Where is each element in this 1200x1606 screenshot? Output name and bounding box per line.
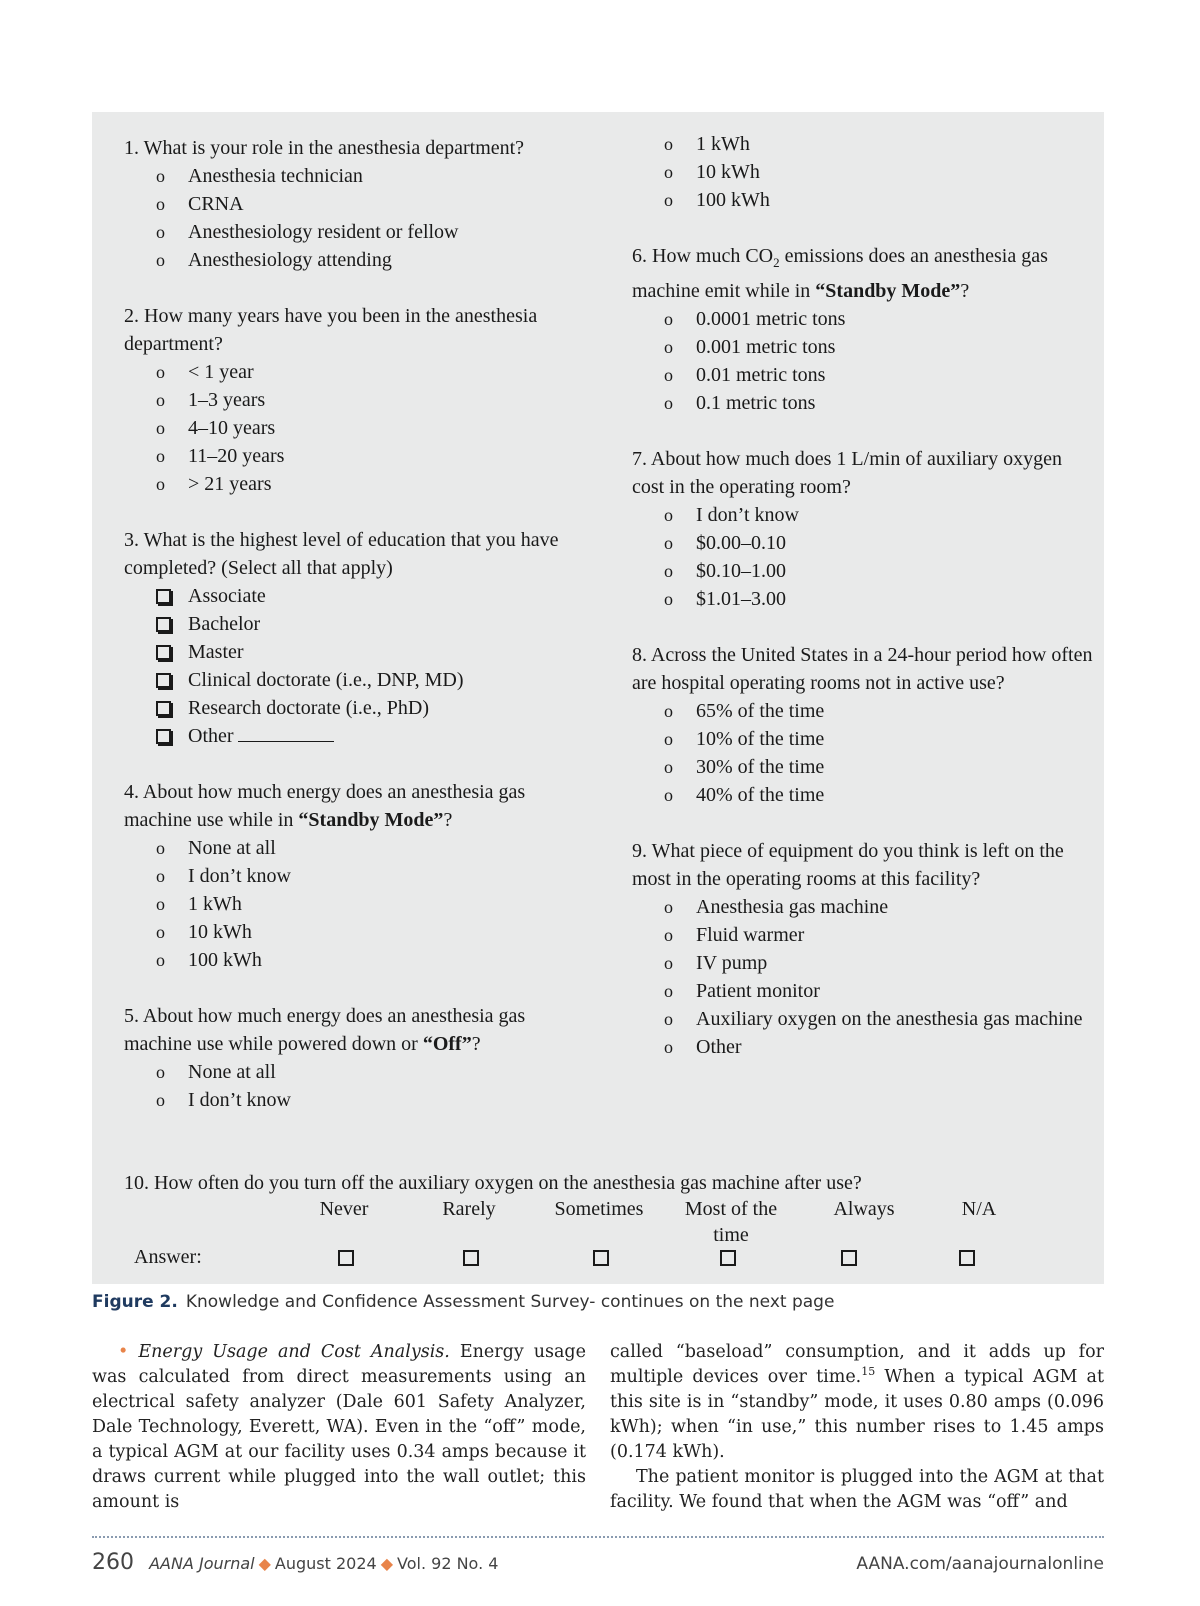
radio-option[interactable]: o 0.1 metric tons <box>664 389 1097 417</box>
question-2 <box>124 302 594 498</box>
checkbox-option[interactable]: Bachelor <box>156 610 594 638</box>
page-number: 260 <box>92 1550 134 1575</box>
figure-caption <box>92 1292 834 1312</box>
radio-option[interactable]: o Anesthesia technician <box>156 162 594 190</box>
radio-option[interactable]: o None at all <box>156 834 594 862</box>
radio-option[interactable]: o Other <box>664 1033 1097 1061</box>
footer-divider <box>92 1536 1104 1538</box>
scale-label-most: Most of the time <box>684 1198 778 1246</box>
question-6-prompt: 6. How much $CO_2$ emissions does an anesthesia gas machine emit while in “Standby Mode”? <box>632 245 1048 302</box>
radio-option[interactable]: o 10 kWh <box>156 918 594 946</box>
radio-option[interactable]: o $1.01–3.00 <box>664 585 1097 613</box>
question-7 <box>632 445 1097 613</box>
radio-option[interactable]: o 10 kWh <box>664 158 1097 186</box>
footer-left <box>92 1550 498 1575</box>
question-2-prompt: 2. How many years have you been in the anesthesia department? <box>124 305 538 355</box>
radio-option[interactable]: o < 1 year <box>156 358 594 386</box>
radio-option[interactable]: o 4–10 years <box>156 414 594 442</box>
question-7-prompt: 7. About how much does 1 L/min of auxiliary oxygen cost in the operating room? <box>632 448 1062 498</box>
question-6 <box>632 242 1097 417</box>
radio-option[interactable]: o 10% of the time <box>664 725 1097 753</box>
reference-superscript: 15 <box>861 1365 876 1379</box>
question-8-prompt: 8. Across the United States in a 24-hour period how often are hospital operating rooms not in active use? <box>632 644 1093 694</box>
checkbox-option[interactable]: Master <box>156 638 594 666</box>
answer-checkbox-always[interactable] <box>841 1250 857 1266</box>
radio-option[interactable]: o 100 kWh <box>664 186 1097 214</box>
scale-label-always: Always <box>833 1198 895 1220</box>
question-7-options <box>632 501 1097 613</box>
question-5-continued <box>632 130 1097 214</box>
question-5-prompt: 5. About how much energy does an anesthesia gas machine use while powered down or “Off”? <box>124 1005 526 1055</box>
radio-option[interactable]: o 11–20 years <box>156 442 594 470</box>
scale-label-na: N/A <box>961 1198 997 1220</box>
scale-label-rarely: Rarely <box>442 1198 496 1220</box>
body-right-column <box>610 1340 1104 1515</box>
checkbox-option[interactable]: Associate <box>156 582 594 610</box>
question-3-prompt: 3. What is the highest level of education that you have completed? (Select all that apply) <box>124 529 559 579</box>
radio-option[interactable]: o IV pump <box>664 949 1097 977</box>
question-9-options <box>632 893 1097 1061</box>
question-8-options <box>632 697 1097 809</box>
scale-label-sometimes: Sometimes <box>554 1198 644 1220</box>
radio-option[interactable]: o None at all <box>156 1058 594 1086</box>
body-paragraph: • Energy Usage and Cost Analysis. Energy usage was calculated from direct measurements using an electrical safety analyzer (Dale 601 Safety Analyzer, Dale Technology, Everett, WA). Even in the “off” mode, a typical AGM at our facility uses 0.34 amps because it draws current while plugged into the wall outlet; this amount is <box>92 1342 586 1512</box>
question-5 <box>124 1002 594 1114</box>
radio-option[interactable]: o 1 kWh <box>156 890 594 918</box>
radio-option[interactable]: o 1 kWh <box>664 130 1097 158</box>
answer-checkbox-never[interactable] <box>338 1250 354 1266</box>
answer-checkbox-most[interactable] <box>720 1250 736 1266</box>
survey-left-column <box>124 134 594 1142</box>
figure-label: Figure 2. <box>92 1292 178 1312</box>
radio-option[interactable]: o Auxiliary oxygen on the anesthesia gas machine <box>664 1005 1097 1033</box>
radio-option[interactable]: o 0.001 metric tons <box>664 333 1097 361</box>
question-8 <box>632 641 1097 809</box>
body-left-column <box>92 1340 586 1515</box>
question-5-options-part2 <box>632 130 1097 214</box>
radio-option[interactable]: o Anesthesiology resident or fellow <box>156 218 594 246</box>
section-heading: Energy Usage and Cost Analysis. <box>138 1342 450 1362</box>
checkbox-option[interactable]: Clinical doctorate (i.e., DNP, MD) <box>156 666 594 694</box>
checkbox-option[interactable]: Research doctorate (i.e., PhD) <box>156 694 594 722</box>
question-9-prompt: 9. What piece of equipment do you think is left on the most in the operating rooms at this facility? <box>632 840 1064 890</box>
radio-option[interactable]: o Anesthesiology attending <box>156 246 594 274</box>
radio-option[interactable]: o Fluid warmer <box>664 921 1097 949</box>
answer-checkbox-rarely[interactable] <box>463 1250 479 1266</box>
radio-option[interactable]: o 30% of the time <box>664 753 1097 781</box>
body-paragraph: The patient monitor is plugged into the AGM at that facility. We found that when the AGM was “off” and <box>610 1467 1104 1512</box>
diamond-icon: ◆ <box>380 1554 394 1573</box>
journal-name: AANA Journal <box>149 1554 255 1573</box>
radio-option[interactable]: o 1–3 years <box>156 386 594 414</box>
answer-checkbox-sometimes[interactable] <box>593 1250 609 1266</box>
question-4-options <box>124 834 594 974</box>
question-4-prompt: 4. About how much energy does an anesthesia gas machine use while in “Standby Mode”? <box>124 781 526 831</box>
radio-option[interactable]: o 100 kWh <box>156 946 594 974</box>
radio-option[interactable]: o 65% of the time <box>664 697 1097 725</box>
radio-option[interactable]: o CRNA <box>156 190 594 218</box>
other-blank-line[interactable] <box>238 723 334 742</box>
radio-option[interactable]: o 0.0001 metric tons <box>664 305 1097 333</box>
scale-label-never: Never <box>319 1198 369 1220</box>
question-5-options-part1 <box>124 1058 594 1114</box>
radio-option[interactable]: o I don’t know <box>664 501 1097 529</box>
question-1-options <box>124 162 594 274</box>
question-1 <box>124 134 594 274</box>
question-2-options <box>124 358 594 498</box>
question-9 <box>632 837 1097 1061</box>
radio-option[interactable]: o $0.10–1.00 <box>664 557 1097 585</box>
radio-option[interactable]: o Patient monitor <box>664 977 1097 1005</box>
radio-option[interactable]: o I don’t know <box>156 862 594 890</box>
question-1-prompt: 1. What is your role in the anesthesia department? <box>124 137 525 159</box>
diamond-icon: ◆ <box>258 1554 271 1573</box>
body-paragraph: called “baseload” consumption, and it adds up for multiple devices over time.$^{15}$ When a typical AGM at this site is in “standby” mode, it uses 0.80 amps (0.096 kWh); when “in use,” this number rises to 1.45 amps (0.174 kWh). <box>610 1342 1104 1462</box>
issue-date: August 2024 <box>274 1554 377 1573</box>
figure-caption-text: Knowledge and Confidence Assessment Survey- continues on the next page <box>185 1292 835 1312</box>
other-label: Other <box>188 725 234 747</box>
survey-panel <box>92 112 1104 1284</box>
question-6-options <box>632 305 1097 417</box>
radio-option[interactable]: o 40% of the time <box>664 781 1097 809</box>
radio-option[interactable]: o I don’t know <box>156 1086 594 1114</box>
footer-url[interactable]: AANA.com/aanajournalonline <box>856 1554 1104 1574</box>
radio-option[interactable]: o Anesthesia gas machine <box>664 893 1097 921</box>
radio-option[interactable]: o > 21 years <box>156 470 594 498</box>
radio-option[interactable]: o $0.00–0.10 <box>664 529 1097 557</box>
question-10-prompt: 10. How often do you turn off the auxiliary oxygen on the anesthesia gas machine after use? <box>124 1172 862 1194</box>
question-4 <box>124 778 594 974</box>
radio-option[interactable]: o 0.01 metric tons <box>664 361 1097 389</box>
question-3 <box>124 526 594 750</box>
answer-checkbox-na[interactable] <box>959 1250 975 1266</box>
question-3-options <box>124 582 594 750</box>
issue-volume: Vol. 92 No. 4 <box>397 1554 499 1573</box>
survey-right-column <box>632 134 1097 1089</box>
bullet-icon: • <box>118 1342 129 1362</box>
answer-label: Answer: <box>134 1246 202 1268</box>
checkbox-option-other[interactable] <box>156 722 594 750</box>
question-10 <box>124 1170 1084 1268</box>
